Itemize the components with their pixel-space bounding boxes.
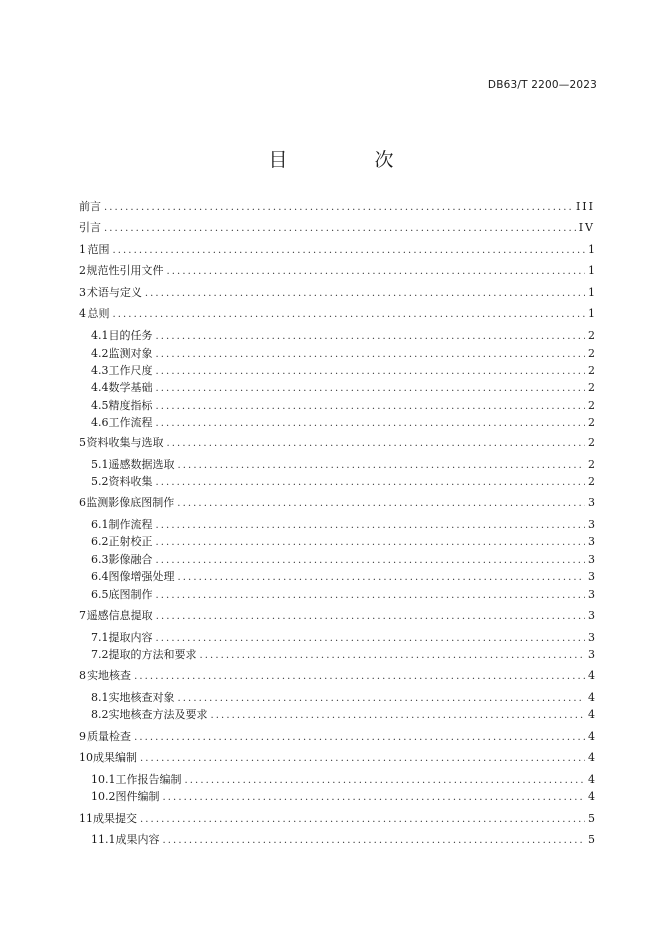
toc-entry[interactable]: [91, 346, 595, 362]
toc-leader-dots: [166, 264, 585, 280]
toc-entry-label: 成果编制: [93, 751, 137, 764]
toc-leader-dots: [178, 458, 586, 474]
toc-entry-page: 2: [588, 347, 595, 360]
toc-entry-page: 3: [588, 631, 595, 644]
toc-leader-dots: [178, 570, 586, 586]
toc-leader-dots: [163, 790, 586, 806]
toc-leader-dots: [156, 518, 586, 534]
toc-leader-dots: [156, 347, 586, 363]
toc-leader-dots: [163, 833, 586, 849]
toc-entry-number: 8: [79, 669, 86, 682]
toc-entry[interactable]: [91, 457, 595, 473]
toc-entry-page: 3: [588, 553, 595, 566]
toc-entry[interactable]: [79, 750, 595, 766]
toc-entry-page: 4: [588, 669, 595, 682]
toc-entry-label: 监测影像底图制作: [86, 496, 175, 509]
toc-entry-label: 精度指标: [108, 399, 153, 412]
toc-entry-number: 4.5: [91, 399, 109, 412]
toc-entry-number: 9: [79, 730, 86, 743]
toc-entry[interactable]: [91, 707, 595, 723]
toc-entry-number: 4.1: [91, 329, 109, 342]
toc-entry[interactable]: [91, 534, 595, 550]
toc-entry-number: 7.2: [91, 648, 109, 661]
toc-entry-label: 工作流程: [108, 416, 153, 429]
toc-entry-label: 工作尺度: [108, 364, 153, 377]
toc-entry-label: 资料收集与选取: [86, 436, 164, 449]
toc-leader-dots: [156, 364, 586, 380]
toc-entry[interactable]: [79, 811, 595, 827]
toc-entry-number: 6.5: [91, 588, 109, 601]
toc-entry-number: 4.3: [91, 364, 109, 377]
toc-entry-label: 总则: [87, 307, 110, 320]
toc-entry-number: 10.2: [91, 790, 116, 803]
toc-entry[interactable]: [79, 729, 595, 745]
toc-leader-dots: [185, 773, 586, 789]
toc-entry-page: 4: [588, 708, 595, 721]
toc-entry-page: 4: [588, 730, 595, 743]
toc-entry[interactable]: [91, 569, 595, 585]
toc-entry-label: 实地核查方法及要求: [108, 708, 208, 721]
toc-entry-label: 质量检查: [87, 730, 132, 743]
toc-leader-dots: [156, 631, 586, 647]
toc-entry[interactable]: [91, 552, 595, 568]
toc-entry-page: III: [575, 200, 595, 213]
toc-leader-dots: [166, 436, 585, 452]
toc-entry-number: 5.1: [91, 458, 109, 471]
toc-entry[interactable]: [91, 415, 595, 431]
toc-entry-page: 1: [588, 307, 595, 320]
toc-entry-number: 11: [79, 812, 93, 825]
toc-entry[interactable]: [91, 517, 595, 533]
toc-entry-number: 7.1: [91, 631, 109, 644]
toc-entry-number: 8.1: [91, 691, 109, 704]
toc-entry[interactable]: [79, 285, 595, 301]
toc-entry-page: 2: [588, 436, 595, 449]
toc-entry-number: 7: [79, 609, 86, 622]
toc-entry-number: 6.2: [91, 535, 109, 548]
toc-entry-number: 3: [79, 286, 86, 299]
toc-entry[interactable]: [91, 328, 595, 344]
toc-entry[interactable]: [91, 587, 595, 603]
toc-entry-label: 图像增强处理: [108, 570, 175, 583]
toc-entry-number: 4.6: [91, 416, 109, 429]
toc-entry[interactable]: [91, 474, 595, 490]
toc-entry-page: 2: [588, 475, 595, 488]
toc-entry-page: 1: [588, 286, 595, 299]
toc-entry-label: 遥感信息提取: [86, 609, 153, 622]
toc-entry-label: 制作流程: [108, 518, 153, 531]
toc-leader-dots: [140, 812, 585, 828]
toc-entry[interactable]: [91, 630, 595, 646]
toc-entry-page: 4: [588, 691, 595, 704]
toc-title: 目 次: [268, 149, 428, 171]
toc-leader-dots: [211, 708, 586, 724]
toc-entry[interactable]: [79, 263, 595, 279]
toc-entry-label: 实地核查: [87, 669, 132, 682]
toc-entry[interactable]: [91, 690, 595, 706]
toc-entry-page: 3: [588, 588, 595, 601]
toc-entry-page: 3: [588, 535, 595, 548]
toc-entry-page: 2: [588, 329, 595, 342]
toc-entry[interactable]: [91, 363, 595, 379]
toc-entry[interactable]: [79, 435, 595, 451]
toc-entry-page: 3: [588, 648, 595, 661]
toc-entry-label: 资料收集: [108, 475, 153, 488]
toc-entry-number: 2: [79, 264, 86, 277]
toc-entry-number: 4: [79, 307, 86, 320]
toc-entry[interactable]: [91, 772, 595, 788]
toc-entry-page: 4: [588, 751, 595, 764]
toc-leader-dots: [156, 381, 586, 397]
toc-entry-label: 成果内容: [115, 833, 160, 846]
toc-entry[interactable]: [79, 495, 595, 511]
toc-entry[interactable]: [79, 668, 595, 684]
toc-entry-page: 5: [588, 833, 595, 846]
toc-leader-dots: [140, 751, 585, 767]
toc-entry-number: 4.4: [91, 381, 109, 394]
toc-entry-label: 引言: [79, 221, 101, 234]
toc-leader-dots: [156, 475, 586, 491]
toc-entry-label: 图件编制: [115, 790, 160, 803]
toc-entry[interactable]: [91, 832, 595, 848]
toc-entry-label: 工作报告编制: [115, 773, 182, 786]
toc-entry-number: 1: [79, 243, 86, 256]
toc-leader-dots: [134, 669, 585, 685]
toc-entry[interactable]: [91, 380, 595, 396]
toc-leader-dots: [145, 286, 585, 302]
toc-entry-page: 3: [588, 570, 595, 583]
standard-code: DB63/T 2200—2023: [487, 79, 597, 91]
toc-leader-dots: [200, 648, 586, 664]
toc-leader-dots: [104, 221, 576, 237]
toc-entry-label: 范围: [87, 243, 110, 256]
toc-entry-label: 提取内容: [108, 631, 153, 644]
toc-entry-label: 底图制作: [108, 588, 153, 601]
toc-entry-label: 提取的方法和要求: [108, 648, 197, 661]
toc-entry-page: 3: [588, 496, 595, 509]
toc-entry-page: 2: [588, 399, 595, 412]
toc-leader-dots: [104, 200, 573, 216]
toc-entry-page: 4: [588, 773, 595, 786]
toc-entry[interactable]: [79, 199, 595, 215]
toc-entry-page: 3: [588, 518, 595, 531]
toc-leader-dots: [156, 399, 586, 415]
toc-entry-number: 6: [79, 496, 86, 509]
toc-entry-label: 实地核查对象: [108, 691, 175, 704]
toc-entry-number: 5: [79, 436, 86, 449]
toc-entry[interactable]: [79, 220, 595, 236]
toc-entry[interactable]: [91, 647, 595, 663]
toc-entry-label: 成果提交: [93, 812, 137, 825]
toc-entry-page: 5: [588, 812, 595, 825]
toc-entry-label: 规范性引用文件: [86, 264, 164, 277]
toc-entry-number: 10.1: [91, 773, 116, 786]
toc-entry-page: 2: [588, 416, 595, 429]
toc-entry-number: 6.1: [91, 518, 109, 531]
toc-leader-dots: [156, 535, 586, 551]
toc-leader-dots: [134, 730, 585, 746]
toc-leader-dots: [156, 609, 585, 625]
toc-entry-number: 6.3: [91, 553, 109, 566]
toc-entry-label: 监测对象: [108, 347, 153, 360]
toc-leader-dots: [178, 691, 586, 707]
toc-entry-number: 4.2: [91, 347, 109, 360]
toc-entry-label: 正射校正: [108, 535, 153, 548]
toc-entry[interactable]: [91, 789, 595, 805]
toc-entry-number: 8.2: [91, 708, 109, 721]
toc-entry-page: 4: [588, 790, 595, 803]
toc-entry-page: 2: [588, 458, 595, 471]
toc-entry-label: 目的任务: [108, 329, 153, 342]
toc-entry[interactable]: [79, 242, 595, 258]
toc-leader-dots: [156, 329, 586, 345]
toc-leader-dots: [156, 553, 586, 569]
toc-leader-dots: [156, 416, 586, 432]
toc-entry[interactable]: [79, 306, 595, 322]
toc-leader-dots: [177, 496, 585, 512]
toc-entry-label: 影像融合: [108, 553, 153, 566]
toc-leader-dots: [156, 588, 586, 604]
toc-entry-page: IV: [578, 221, 595, 234]
toc-entry-label: 前言: [79, 200, 101, 213]
toc-entry-number: 6.4: [91, 570, 109, 583]
toc-entry[interactable]: [79, 608, 595, 624]
toc-entry-page: 1: [588, 264, 595, 277]
toc-entry-page: 3: [588, 609, 595, 622]
toc-entry-label: 遥感数据选取: [108, 458, 175, 471]
toc-entry-page: 1: [588, 243, 595, 256]
toc-entry-number: 11.1: [91, 833, 116, 846]
toc-entry-number: 5.2: [91, 475, 109, 488]
toc-entry-label: 数学基础: [108, 381, 153, 394]
toc-entry-number: 10: [79, 751, 93, 764]
toc-entry[interactable]: [91, 398, 595, 414]
toc-leader-dots: [112, 307, 585, 323]
toc-leader-dots: [112, 243, 585, 259]
toc-entry-label: 术语与定义: [86, 286, 142, 299]
toc-entry-page: 2: [588, 364, 595, 377]
toc-entry-page: 2: [588, 381, 595, 394]
